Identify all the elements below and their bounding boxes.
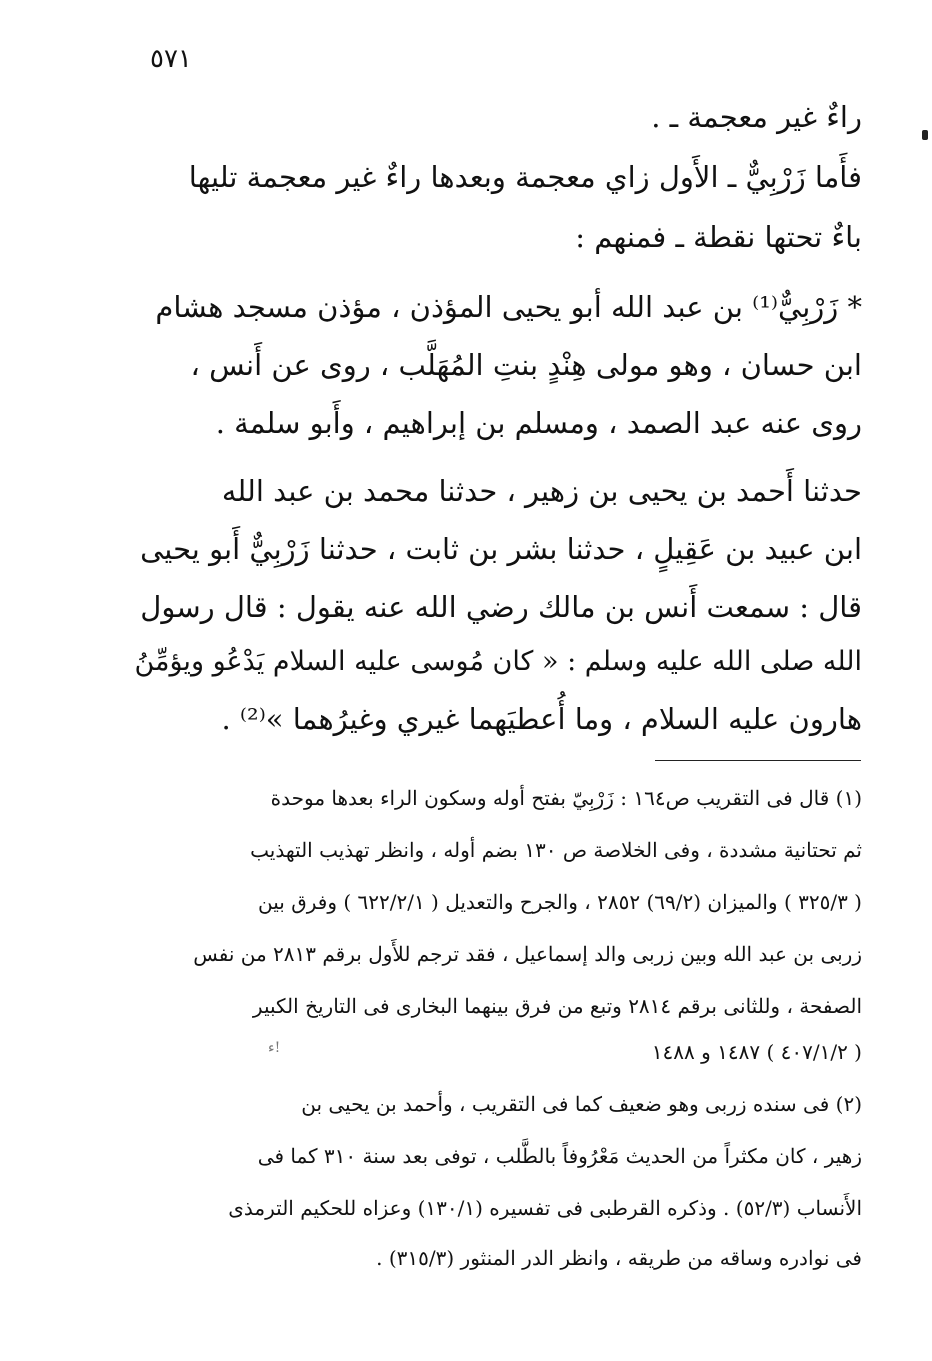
page-number: ٥٧١ — [150, 44, 192, 74]
main-line-2: فأَما زَرْبِيٌّ ـ الأَول زاي معجمة وبعدها راءٌ غير معجمة تليها — [188, 160, 862, 194]
edge-ink-mark — [922, 130, 928, 140]
footnote-line-6: ( ٤٠٧/١/٢ ) ١٤٨٧ و ١٤٨٨ — [651, 1040, 862, 1064]
footnote-line-7: (٢) فى سنده زربى وهو ضعيف كما فى التقريب ، وأحمد بن يحيى بن — [301, 1092, 862, 1116]
main-line-4: * زَرْبِيٌّ⁽¹⁾ بن عبد الله أبو يحيى المؤذن ، مؤذن مسجد هشام — [155, 290, 862, 324]
main-line-8: ابن عبيد بن عَقِيلٍ ، حدثنا بشر بن ثابت ، حدثنا زَرْبِيٌّ أَبو يحيى — [140, 532, 862, 566]
footnote-line-9: الأَنساب (٥٢/٣) . وذكره القرطبى فى تفسيره (١٣٠/١) وعزاه للحكيم الترمذى — [228, 1196, 862, 1220]
stray-mark: ء! — [268, 1040, 281, 1056]
footnote-line-1: (١) قال فى التقريب ص١٦٤ : زَرْبِيّ بفتح أوله وسكون الراء بعدها موحدة — [270, 786, 862, 810]
main-line-11: هارون عليه السلام ، وما أُعطيَهما غيري وغيرُهما »⁽²⁾ . — [221, 702, 862, 736]
footnote-line-3: ( ٣٢٥/٣ ) والميزان (٦٩/٢) ٢٨٥٢ ، والجرح والتعديل ( ٦٢٢/٢/١ ) وفرق بين — [258, 890, 862, 914]
main-line-9: قال : سمعت أَنس بن مالك رضي الله عنه يقول : قال رسول — [140, 590, 862, 624]
footnote-line-8: زهير ، كان مكثراً من الحديث مَعْرُوفاً بالطَّلب ، توفى بعد سنة ٣١٠ كما فى — [257, 1144, 862, 1168]
footnote-separator — [655, 760, 861, 761]
main-line-5: ابن حسان ، وهو مولى هِنْدٍ بنتِ المُهَلَّب ، روى عن أَنس ، — [190, 348, 862, 382]
main-line-1: راءٌ غير معجمة ـ . — [651, 100, 862, 134]
footnote-line-5: الصفحة ، وللثانى برقم ٢٨١٤ وتبع من فرق بينهما البخارى فى التاريخ الكبير — [252, 994, 862, 1018]
main-line-10: الله صلى الله عليه وسلم : « كان مُوسى عليه السلام يَدْعُو ويؤمِّنُ — [134, 646, 862, 677]
footnote-line-2: ثم تحتانية مشددة ، وفى الخلاصة ص ١٣٠ بضم أوله ، وانظر تهذيب التهذيب — [250, 838, 862, 862]
main-line-6: روى عنه عبد الصمد ، ومسلم بن إبراهيم ، وأَبو سلمة . — [215, 406, 862, 440]
footnote-line-10: فى نوادره وساقه من طريقه ، وانظر الدر المنثور (٣١٥/٣) . — [376, 1246, 862, 1270]
main-line-7: حدثنا أَحمد بن يحيى بن زهير ، حدثنا محمد بن عبد الله — [221, 474, 862, 508]
main-line-3: باءٌ تحتها نقطة ـ فمنهم : — [575, 220, 862, 254]
footnote-line-4: زربى بن عبد الله وبين زربى والد إسماعيل ، فقد ترجم للأَول برقم ٢٨١٣ من نفس — [193, 942, 862, 966]
